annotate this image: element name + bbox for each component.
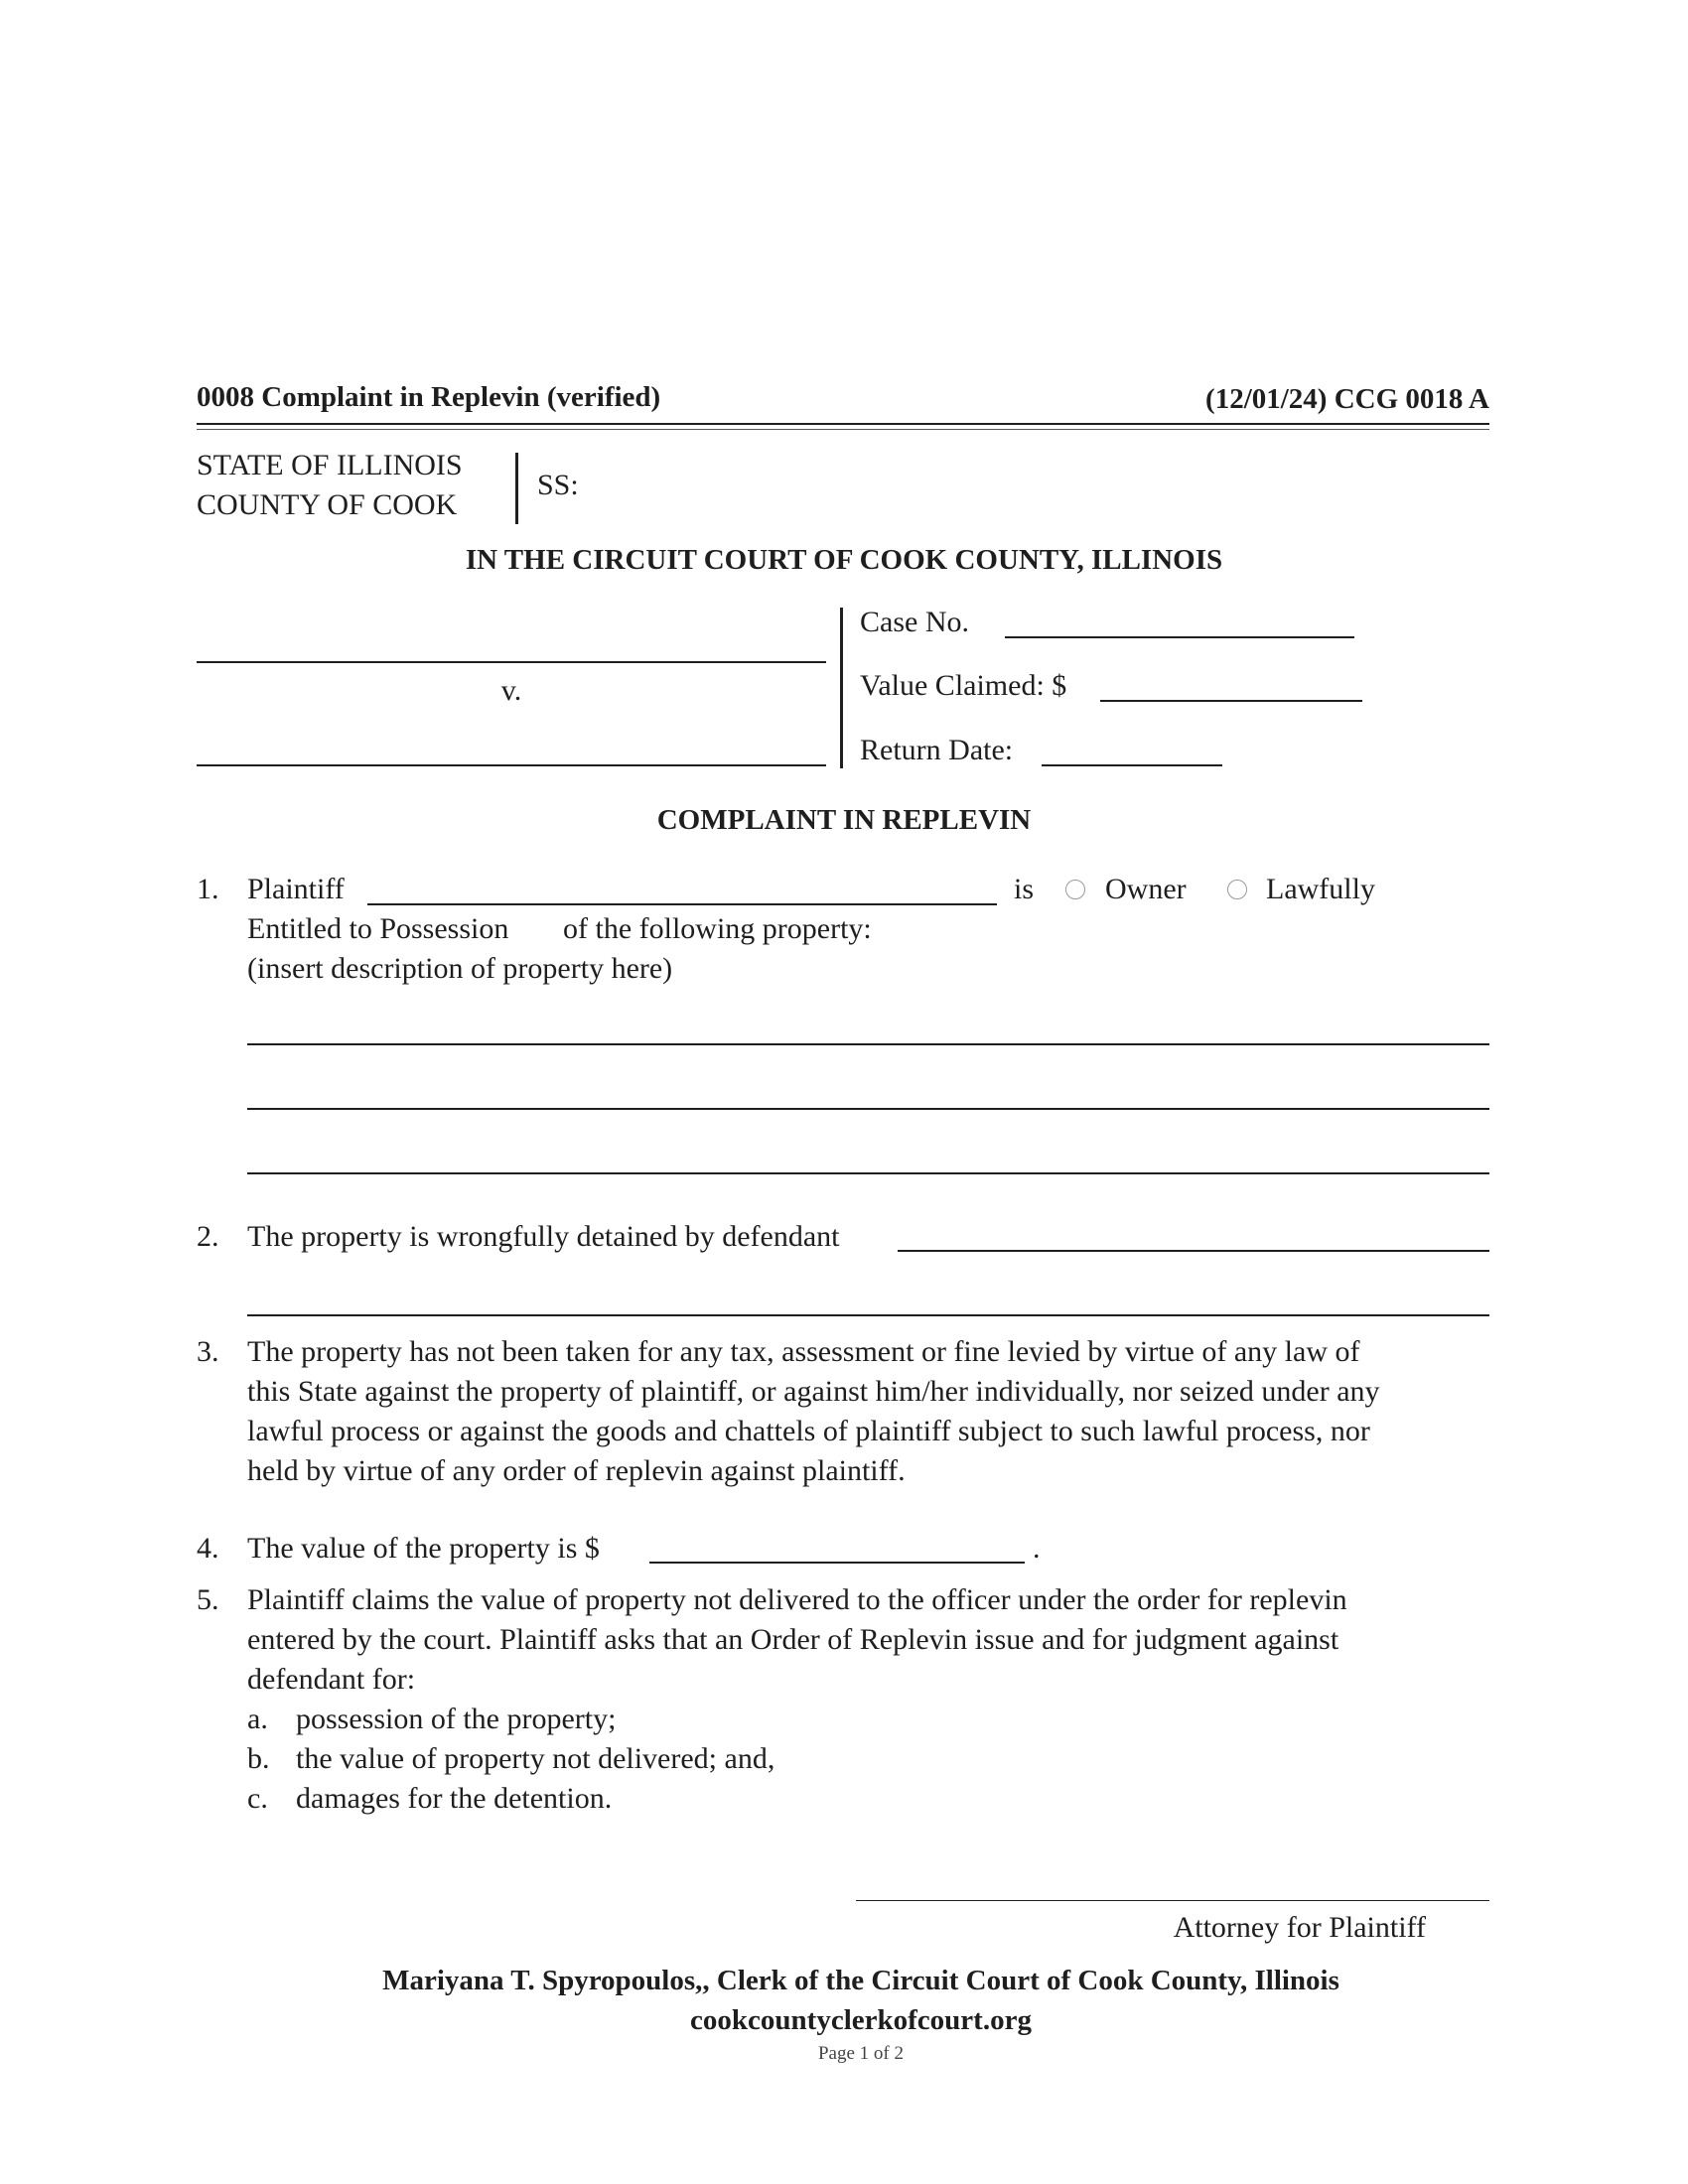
venue-ss: SS: <box>537 469 579 501</box>
subitem-letter: c. <box>247 1782 268 1815</box>
item-4-number: 4. <box>197 1532 219 1565</box>
item-1-plaintiff-label: Plaintiff <box>247 873 345 905</box>
venue-bracket <box>515 453 518 524</box>
case-no-label: Case No. <box>860 606 969 638</box>
property-description-line-2[interactable] <box>247 1108 1489 1110</box>
property-description-line-1[interactable] <box>247 1043 1489 1045</box>
header-rule-top <box>197 423 1489 425</box>
item-1-plaintiff-input[interactable] <box>367 903 997 905</box>
item-4-text: The value of the property is $ <box>247 1532 600 1565</box>
lawfully-radio[interactable] <box>1227 880 1247 899</box>
attorney-label: Attorney for Plaintiff <box>1173 1911 1426 1944</box>
page-number: Page 1 of 2 <box>817 2043 904 2064</box>
defendant-detainer-input[interactable] <box>898 1250 1489 1252</box>
value-claimed-label: Value Claimed: $ <box>860 669 1067 702</box>
return-date-input[interactable] <box>1042 764 1222 766</box>
owner-radio[interactable] <box>1065 880 1085 899</box>
item-4-period: . <box>1033 1532 1041 1565</box>
header-rule-bottom <box>197 429 1489 430</box>
form-code: (12/01/24) CCG 0018 A <box>1205 383 1489 415</box>
value-claimed-input[interactable] <box>1100 700 1362 702</box>
return-date-label: Return Date: <box>860 734 1014 766</box>
lawfully-radio-label: Lawfully <box>1266 873 1375 905</box>
item-5-line: defendant for: <box>247 1663 416 1696</box>
property-value-input[interactable] <box>649 1562 1025 1564</box>
item-3-line: lawful process or against the goods and chattels of plaintiff subject to such lawful process, nor <box>247 1415 1370 1447</box>
defendant-name-line[interactable] <box>197 764 826 766</box>
item-3-line: held by virtue of any order of replevin against plaintiff. <box>247 1454 906 1487</box>
subitem-letter: b. <box>247 1742 270 1775</box>
item-3-line: The property has not been taken for any tax, assessment or fine levied by virtue of any law of <box>247 1335 1360 1368</box>
venue-state: STATE OF ILLINOIS <box>197 449 463 481</box>
owner-radio-label: Owner <box>1105 873 1187 905</box>
item-3-number: 3. <box>197 1335 219 1368</box>
item-1-is-label: is <box>1014 873 1035 905</box>
item-2-text: The property is wrongfully detained by defendant <box>247 1220 840 1253</box>
item-5-line: entered by the court. Plaintiff asks that an Order of Replevin issue and for judgment against <box>247 1623 1339 1656</box>
plaintiff-name-line[interactable] <box>197 661 826 663</box>
subitem-text: damages for the detention. <box>296 1782 613 1815</box>
item-2-number: 2. <box>197 1220 219 1253</box>
attorney-signature-line[interactable] <box>856 1900 1489 1901</box>
subitem-text: possession of the property; <box>296 1703 617 1735</box>
item-5-line: Plaintiff claims the value of property not delivered to the officer under the order for replevin <box>247 1583 1347 1616</box>
subitem-text: the value of property not delivered; and, <box>296 1742 775 1775</box>
caption-divider <box>840 608 843 768</box>
case-no-input[interactable] <box>1005 636 1354 638</box>
item-1-instruction: (insert description of property here) <box>247 952 673 985</box>
item-1-number: 1. <box>197 873 219 905</box>
item-1-entitled-text: Entitled to Possession <box>247 912 509 945</box>
defendant-detainer-line-2[interactable] <box>247 1314 1489 1316</box>
court-title: IN THE CIRCUIT COURT OF COOK COUNTY, ILLINOIS <box>465 544 1223 576</box>
item-1-following-text: of the following property: <box>563 912 872 945</box>
website-line: cookcountyclerkofcourt.org <box>690 2004 1032 2036</box>
item-3-line: this State against the property of plaintiff, or against him/her individually, nor seized under any <box>247 1375 1380 1408</box>
subitem-letter: a. <box>247 1703 268 1735</box>
clerk-line: Mariyana T. Spyropoulos,, Clerk of the Circuit Court of Cook County, Illinois <box>382 1965 1339 1996</box>
property-description-line-3[interactable] <box>247 1172 1489 1174</box>
item-5-number: 5. <box>197 1583 219 1616</box>
venue-county: COUNTY OF COOK <box>197 488 458 521</box>
form-title: 0008 Complaint in Replevin (verified) <box>197 381 661 413</box>
complaint-title: COMPLAINT IN REPLEVIN <box>656 804 1032 836</box>
versus-label: v. <box>500 674 522 707</box>
